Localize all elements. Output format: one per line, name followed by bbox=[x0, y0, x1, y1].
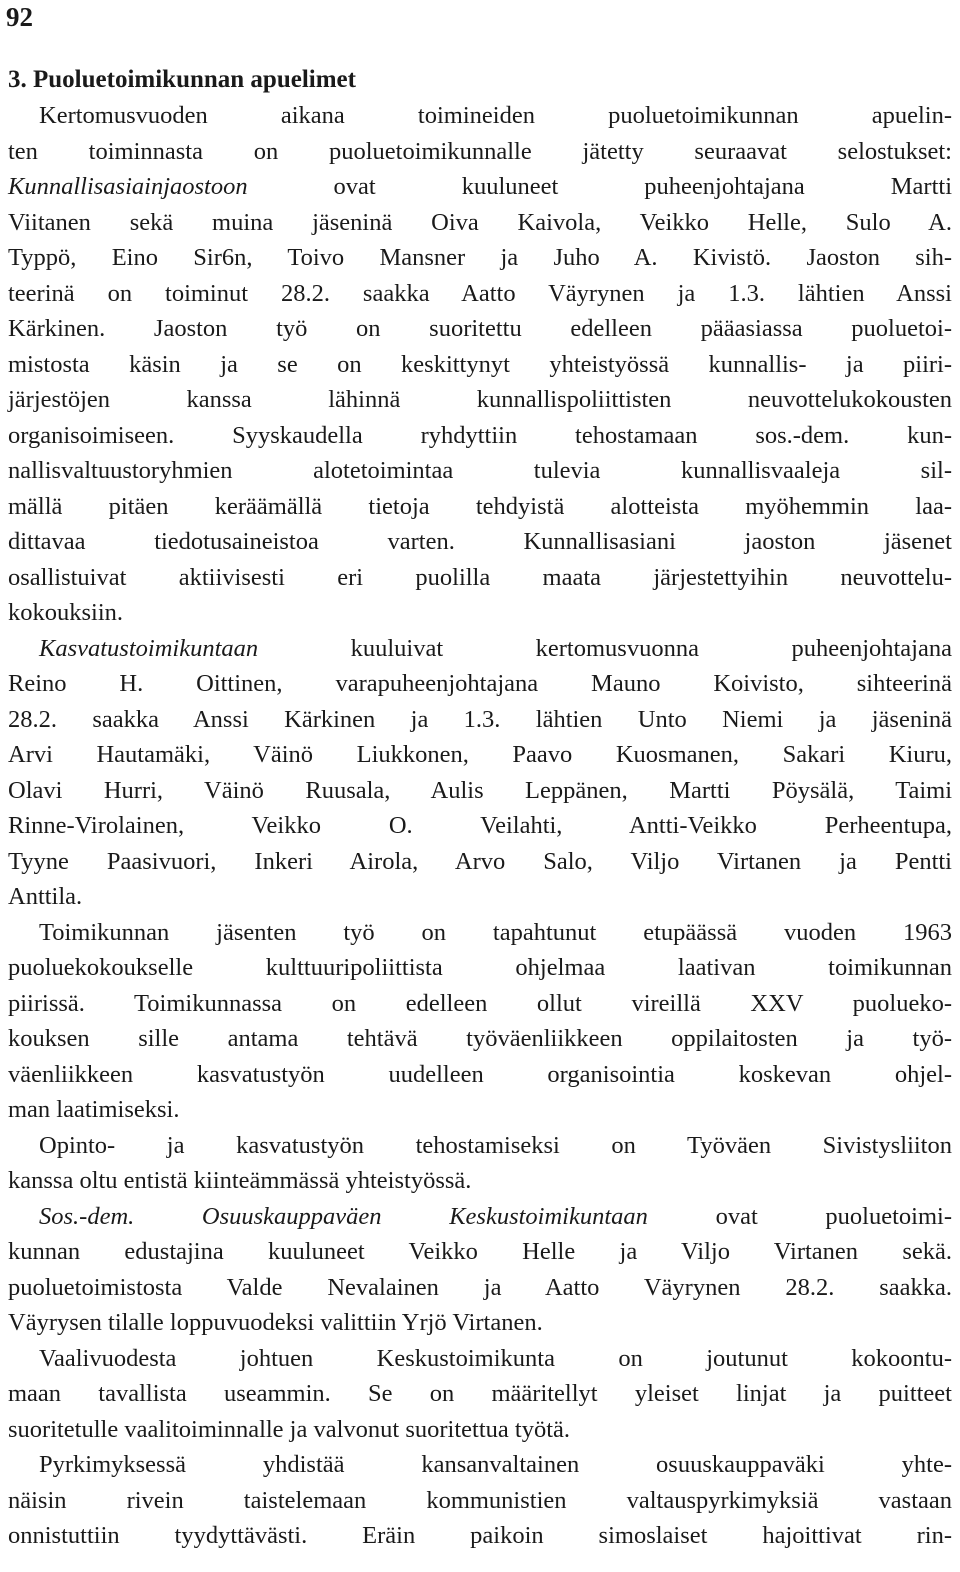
text-segment: puoluetoimistosta Valde Nevalainen ja Aatto Väyrynen 28.2. saakka. bbox=[8, 1273, 952, 1301]
text-line bbox=[8, 1237, 952, 1267]
text-line bbox=[8, 847, 952, 877]
text-line bbox=[8, 137, 952, 167]
text-line bbox=[8, 776, 952, 806]
text-line bbox=[8, 421, 952, 451]
text-segment: Tyyne Paasivuori, Inkeri Airola, Arvo Salo, Viljo Virtanen ja Pentti bbox=[8, 847, 952, 875]
text-line bbox=[39, 101, 952, 131]
text-line bbox=[8, 1273, 952, 1303]
text-segment: onnistuttiin tyydyttävästi. Eräin paikoin simoslaiset hajoittivat rin- bbox=[8, 1522, 952, 1549]
text-segment: ovat kuuluneet puheenjohtajana Martti bbox=[247, 173, 952, 200]
text-line bbox=[8, 953, 952, 983]
text-segment: Typpö, Eino Sir6n, Toivo Mansner ja Juho A. Kivistö. Jaoston sih- bbox=[8, 244, 952, 271]
page-number: 92 bbox=[6, 2, 33, 32]
text-segment: Viitanen sekä muina jäseninä Oiva Kaivola, Veikko Helle, Sulo A. bbox=[8, 208, 952, 236]
text-line bbox=[39, 634, 952, 664]
text-line bbox=[8, 669, 952, 699]
text-line bbox=[8, 279, 952, 309]
text-segment: Väyrysen tilalle loppuvuodeksi valittiin Yrjö Virtanen. bbox=[8, 1309, 543, 1336]
italic-term: Sos.-dem. Osuuskauppaväen Keskustoimikuntaan bbox=[39, 1202, 648, 1230]
text-segment: mällä pitäen keräämällä tietoja tehdyistä alotteista myöhemmin laa- bbox=[8, 492, 952, 520]
text-line bbox=[8, 1521, 952, 1551]
text-segment: piirissä. Toimikunnassa on edelleen ollut vireillä XXV puolueko- bbox=[8, 989, 952, 1017]
text-segment: Arvi Hautamäki, Väinö Liukkonen, Paavo Kuosmanen, Sakari Kiuru, bbox=[8, 741, 952, 768]
text-segment: organisoimiseen. Syyskaudella ryhdyttiin tehostamaan sos.-dem. kun- bbox=[8, 421, 952, 449]
text-line bbox=[8, 243, 952, 273]
text-line bbox=[39, 1344, 952, 1374]
text-line bbox=[8, 882, 952, 912]
text-line bbox=[8, 1308, 952, 1338]
text-segment: 28.2. saakka Anssi Kärkinen ja 1.3. lähtien Unto Niemi ja jäseninä bbox=[8, 705, 952, 733]
text-segment: kanssa oltu entistä kiinteämmässä yhteistyössä. bbox=[8, 1167, 472, 1194]
text-line bbox=[8, 1379, 952, 1409]
text-line bbox=[8, 1486, 952, 1516]
text-line bbox=[39, 1131, 952, 1161]
text-line bbox=[8, 740, 952, 770]
text-segment: maan tavallista useammin. Se on määritellyt yleiset linjat ja puitteet bbox=[8, 1380, 952, 1407]
text-line bbox=[8, 811, 952, 841]
text-segment: Rinne-Virolainen, Veikko O. Veilahti, Antti-Veikko Perheentupa, bbox=[8, 812, 952, 839]
text-line bbox=[8, 314, 952, 344]
text-line bbox=[8, 1095, 952, 1125]
text-segment: dittavaa tiedotusaineistoa varten. Kunnallisasiani jaoston jäsenet bbox=[8, 528, 952, 555]
text-segment: järjestöjen kanssa lähinnä kunnallispoliittisten neuvottelukokousten bbox=[8, 386, 952, 413]
text-segment: kunnan edustajina kuuluneet Veikko Helle ja Viljo Virtanen sekä. bbox=[8, 1238, 952, 1265]
text-segment: suoritetulle vaalitoiminnalle ja valvonut suoritettua työtä. bbox=[8, 1415, 571, 1443]
text-line bbox=[8, 208, 952, 238]
text-line bbox=[8, 1166, 952, 1196]
text-segment: teerinä on toiminut 28.2. saakka Aatto Väyrynen ja 1.3. lähtien Anssi bbox=[8, 279, 952, 307]
text-line bbox=[8, 350, 952, 380]
text-line bbox=[8, 989, 952, 1019]
text-line bbox=[39, 1202, 952, 1232]
text-line bbox=[8, 1024, 952, 1054]
text-line bbox=[8, 172, 952, 202]
text-segment: mistosta käsin ja se on keskittynyt yhteistyössä kunnallis- ja piiri- bbox=[8, 350, 952, 378]
text-line bbox=[39, 1450, 952, 1480]
text-segment: Toimikunnan jäsenten työ on tapahtunut etupäässä vuoden 1963 bbox=[39, 918, 952, 946]
text-line bbox=[8, 492, 952, 522]
text-segment: Olavi Hurri, Väinö Ruusala, Aulis Leppänen, Martti Pöysälä, Taimi bbox=[8, 776, 952, 804]
text-segment: Vaalivuodesta johtuen Keskustoimikunta on joutunut kokoontu- bbox=[39, 1344, 952, 1372]
text-segment: kuuluivat kertomusvuonna puheenjohtajana bbox=[258, 634, 952, 662]
text-segment: Pyrkimyksessä yhdistää kansanvaltainen osuuskauppaväki yhte- bbox=[39, 1451, 952, 1478]
text-segment: nallisvaltuustoryhmien alotetoimintaa tulevia kunnallisvaaleja sil- bbox=[8, 457, 952, 484]
text-segment: Opinto- ja kasvatustyön tehostamiseksi on Työväen Sivistysliiton bbox=[39, 1131, 952, 1159]
text-line bbox=[8, 1415, 952, 1445]
text-line bbox=[8, 1060, 952, 1090]
text-line bbox=[8, 705, 952, 735]
text-segment: ovat puoluetoimi- bbox=[647, 1202, 952, 1230]
text-segment: Kärkinen. Jaoston työ on suoritettu edelleen pääasiassa puoluetoi- bbox=[8, 315, 952, 342]
text-segment: Kertomusvuoden aikana toimineiden puoluetoimikunnan apuelin- bbox=[39, 102, 952, 129]
text-segment: väenliikkeen kasvatustyön uudelleen organisointia koskevan ohjel- bbox=[8, 1060, 952, 1088]
text-segment: ten toiminnasta on puoluetoimikunnalle jätetty seuraavat selostukset: bbox=[8, 137, 952, 165]
section-heading: 3. Puoluetoimikunnan apuelimet bbox=[8, 66, 356, 93]
text-line bbox=[8, 527, 952, 557]
text-segment: kouksen sille antama tehtävä työväenliikkeen oppilaitosten ja työ- bbox=[8, 1025, 952, 1052]
text-line bbox=[39, 918, 952, 948]
text-line bbox=[8, 563, 952, 593]
italic-term: Kasvatustoimikuntaan bbox=[39, 634, 259, 662]
text-segment: Reino H. Oittinen, varapuheenjohtajana Mauno Koivisto, sihteerinä bbox=[8, 670, 952, 697]
text-segment: kokouksiin. bbox=[8, 599, 124, 626]
text-segment: Anttila. bbox=[8, 883, 83, 910]
text-segment: puoluekokoukselle kulttuuripoliittista ohjelmaa laativan toimikunnan bbox=[8, 954, 952, 981]
text-segment: osallistuivat aktiivisesti eri puolilla maata järjestettyihin neuvottelu- bbox=[8, 563, 952, 591]
text-line bbox=[8, 598, 952, 628]
text-segment: man laatimiseksi. bbox=[8, 1096, 180, 1123]
italic-term: Kunnallisasiainjaostoon bbox=[8, 173, 248, 200]
text-line bbox=[8, 385, 952, 415]
text-segment: näisin rivein taistelemaan kommunistien valtauspyrkimyksiä vastaan bbox=[8, 1486, 952, 1514]
text-line bbox=[8, 456, 952, 486]
